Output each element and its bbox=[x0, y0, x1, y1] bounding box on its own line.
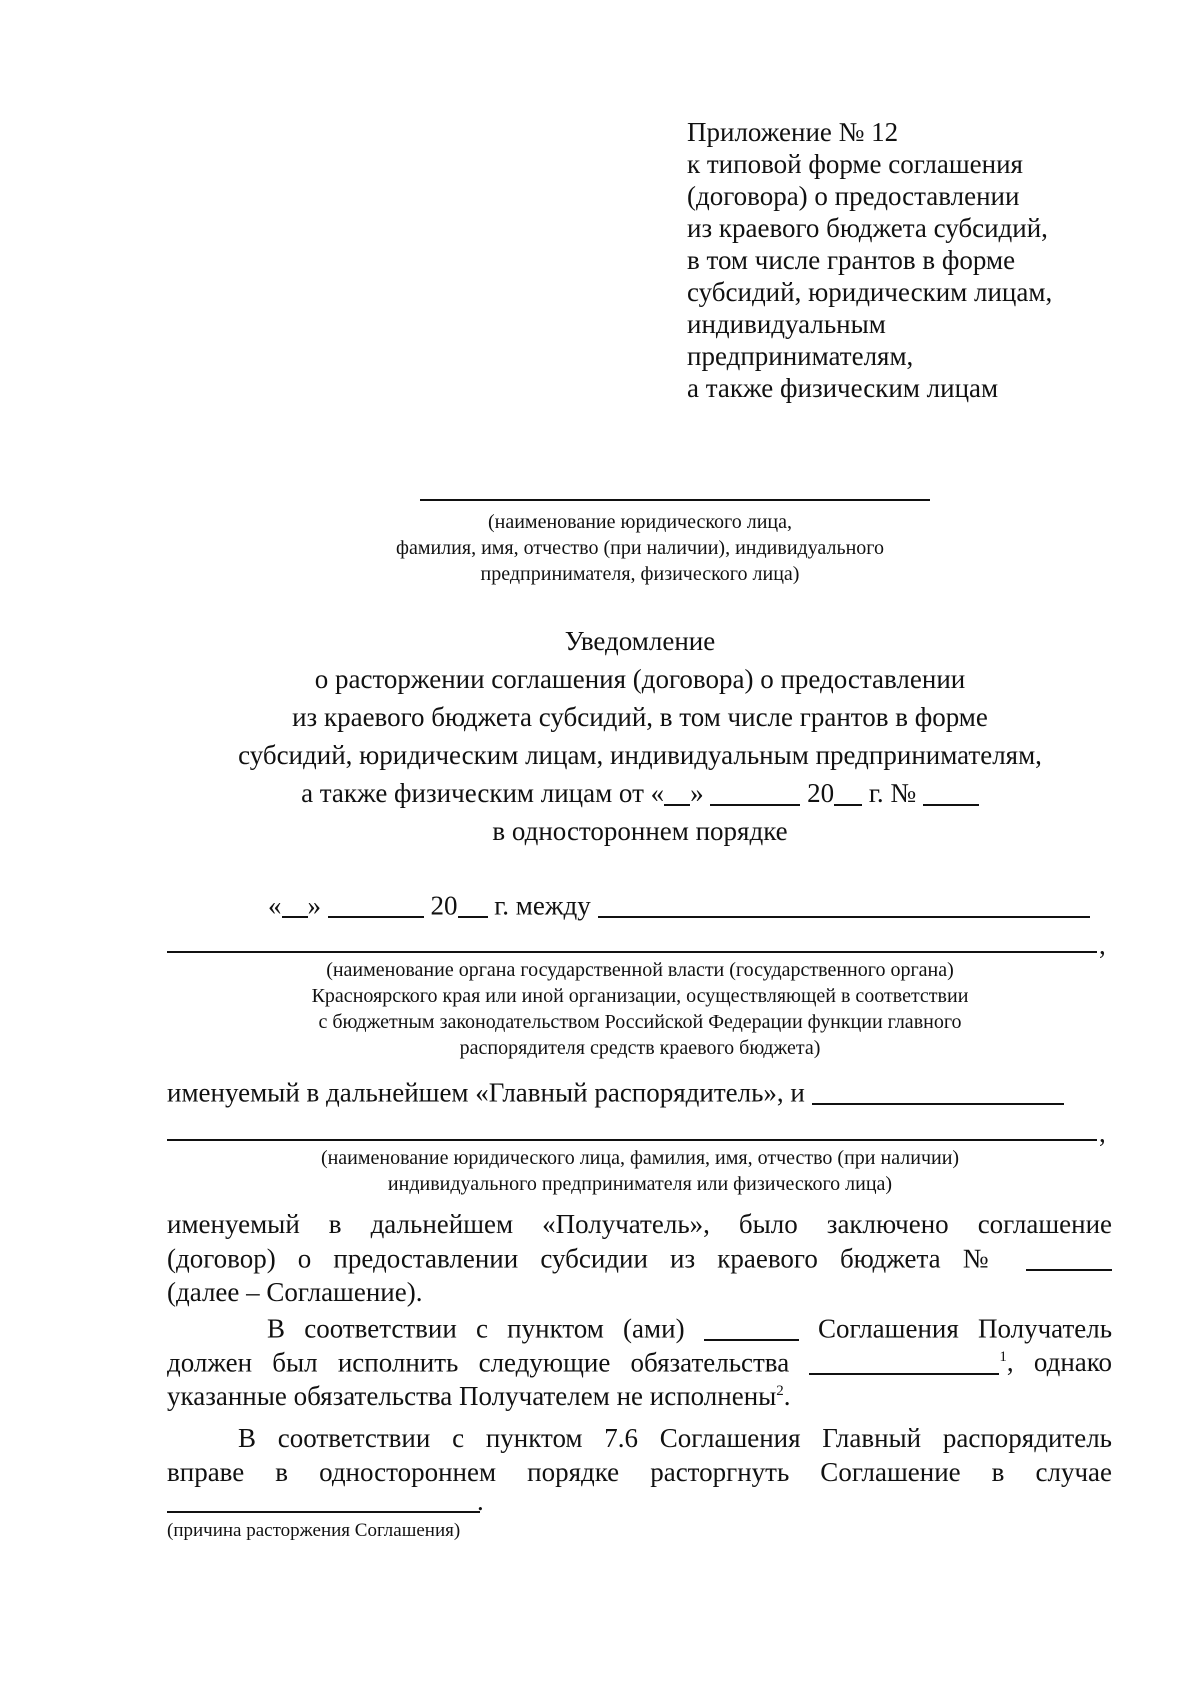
month-blank[interactable] bbox=[328, 888, 424, 918]
title-text: 20 bbox=[807, 778, 835, 808]
day-blank[interactable] bbox=[282, 888, 308, 918]
authority-caption bbox=[200, 957, 1080, 1061]
obligations-line bbox=[167, 1345, 1112, 1379]
termination-reason-blank[interactable] bbox=[167, 1511, 480, 1513]
authority-named-text: именуемый в дальнейшем «Главный распорядитель», и bbox=[167, 1077, 805, 1108]
obligations-text: , однако bbox=[1006, 1347, 1113, 1378]
appendix-line: Приложение № 12 bbox=[687, 117, 899, 147]
obligations-text: В соответствии с пунктом (ами) bbox=[267, 1313, 685, 1344]
appendix-line: (договора) о предоставлении bbox=[687, 181, 1020, 211]
authority-named-line bbox=[167, 1075, 1112, 1109]
title-line: в одностороннем порядке bbox=[492, 816, 788, 846]
title-line: субсидий, юридическим лицам, индивидуальным предпринимателям, bbox=[238, 740, 1042, 770]
appendix-line: а также физическим лицам bbox=[687, 373, 999, 403]
year-blank[interactable] bbox=[458, 888, 488, 918]
title-text: » bbox=[690, 778, 704, 808]
quote-close: » bbox=[307, 890, 321, 921]
clause-blank[interactable] bbox=[704, 1311, 799, 1341]
obligations-text: Соглашения Получатель bbox=[818, 1313, 1113, 1344]
appendix-header bbox=[687, 116, 1127, 404]
footnote-mark: 1 bbox=[999, 1349, 1007, 1366]
recipient-text-line bbox=[167, 1241, 1112, 1275]
appendix-line: в том числе грантов в форме bbox=[687, 245, 1016, 275]
title-line: о расторжении соглашения (договора) о предоставлении bbox=[314, 664, 966, 694]
recipient-text-line: (далее – Соглашение). bbox=[167, 1277, 423, 1307]
agreement-date-row bbox=[268, 888, 1090, 922]
obligations-text: должен был исполнить следующие обязательства bbox=[167, 1347, 790, 1378]
between-text: г. между bbox=[494, 890, 591, 921]
title-line: из краевого бюджета субсидий, в том числе грантов в форме bbox=[292, 702, 988, 732]
recipient-blank-line[interactable] bbox=[167, 1139, 1097, 1141]
appendix-line: из краевого бюджета субсидий, bbox=[687, 213, 1048, 243]
caption-line: (наименование юридического лица, фамилия, имя, отчество (при наличии) bbox=[320, 1147, 960, 1169]
notice-heading: Уведомление bbox=[564, 626, 716, 656]
recipient-text-line: именуемый в дальнейшем «Получатель», было заключено соглашение bbox=[167, 1209, 1112, 1239]
caption-line: фамилия, имя, отчество (при наличии), индивидуального bbox=[395, 537, 884, 559]
obligations-line bbox=[167, 1379, 1112, 1413]
obligations-blank[interactable] bbox=[809, 1345, 999, 1375]
caption-line: (наименование органа государственной власти (государственного органа) bbox=[326, 959, 954, 981]
authority-blank-line[interactable] bbox=[167, 951, 1097, 953]
comma: , bbox=[1099, 1118, 1106, 1148]
obligations-text: указанные обязательства Получателем не исполнены bbox=[167, 1381, 777, 1411]
year-prefix: 20 bbox=[430, 890, 458, 921]
termination-reason-caption: (причина расторжения Соглашения) bbox=[167, 1520, 461, 1541]
appendix-line: к типовой форме соглашения bbox=[687, 149, 1023, 179]
title-line-date bbox=[150, 774, 1130, 812]
caption-line: распорядителя средств краевого бюджета) bbox=[459, 1037, 821, 1059]
caption-line: предпринимателя, физического лица) bbox=[480, 563, 800, 585]
caption-line: (наименование юридического лица, bbox=[487, 511, 793, 533]
notice-title bbox=[150, 622, 1130, 850]
caption-line: с бюджетным законодательством Российской Федерации функции главного bbox=[318, 1011, 962, 1033]
recipient-caption bbox=[200, 1145, 1080, 1197]
termination-line: В соответствии с пунктом 7.6 Соглашения Главный распорядитель bbox=[238, 1423, 1112, 1453]
month-blank[interactable] bbox=[710, 776, 800, 806]
addressee-caption bbox=[300, 509, 980, 587]
appendix-line: индивидуальным bbox=[687, 309, 886, 339]
day-blank[interactable] bbox=[664, 776, 690, 806]
obligations-text: . bbox=[783, 1381, 791, 1411]
recipient-text: (договор) о предоставлении субсидии из краевого бюджета № bbox=[167, 1243, 1004, 1274]
termination-line: вправе в одностороннем порядке расторгнуть Соглашение в случае bbox=[167, 1457, 1112, 1487]
number-blank[interactable] bbox=[923, 776, 979, 806]
authority-blank[interactable] bbox=[598, 888, 1090, 918]
addressee-blank-line[interactable] bbox=[420, 499, 930, 501]
recipient-blank[interactable] bbox=[812, 1075, 1064, 1105]
period: . bbox=[477, 1486, 484, 1516]
caption-line: индивидуального предпринимателя или физического лица) bbox=[387, 1173, 893, 1195]
agreement-number-blank[interactable] bbox=[1026, 1241, 1112, 1271]
quote-open: « bbox=[268, 890, 282, 921]
year-blank[interactable] bbox=[834, 776, 862, 806]
caption-line: Красноярского края или иной организации, осуществляющей в соответствии bbox=[311, 985, 969, 1007]
obligations-line bbox=[267, 1311, 1112, 1345]
comma: , bbox=[1099, 930, 1106, 960]
title-text: а также физическим лицам от « bbox=[301, 778, 665, 808]
title-text: г. № bbox=[868, 778, 917, 808]
appendix-line: предпринимателям, bbox=[687, 341, 914, 371]
footnote-mark: 2 bbox=[776, 1383, 784, 1399]
appendix-line: субсидий, юридическим лицам, bbox=[687, 277, 1053, 307]
